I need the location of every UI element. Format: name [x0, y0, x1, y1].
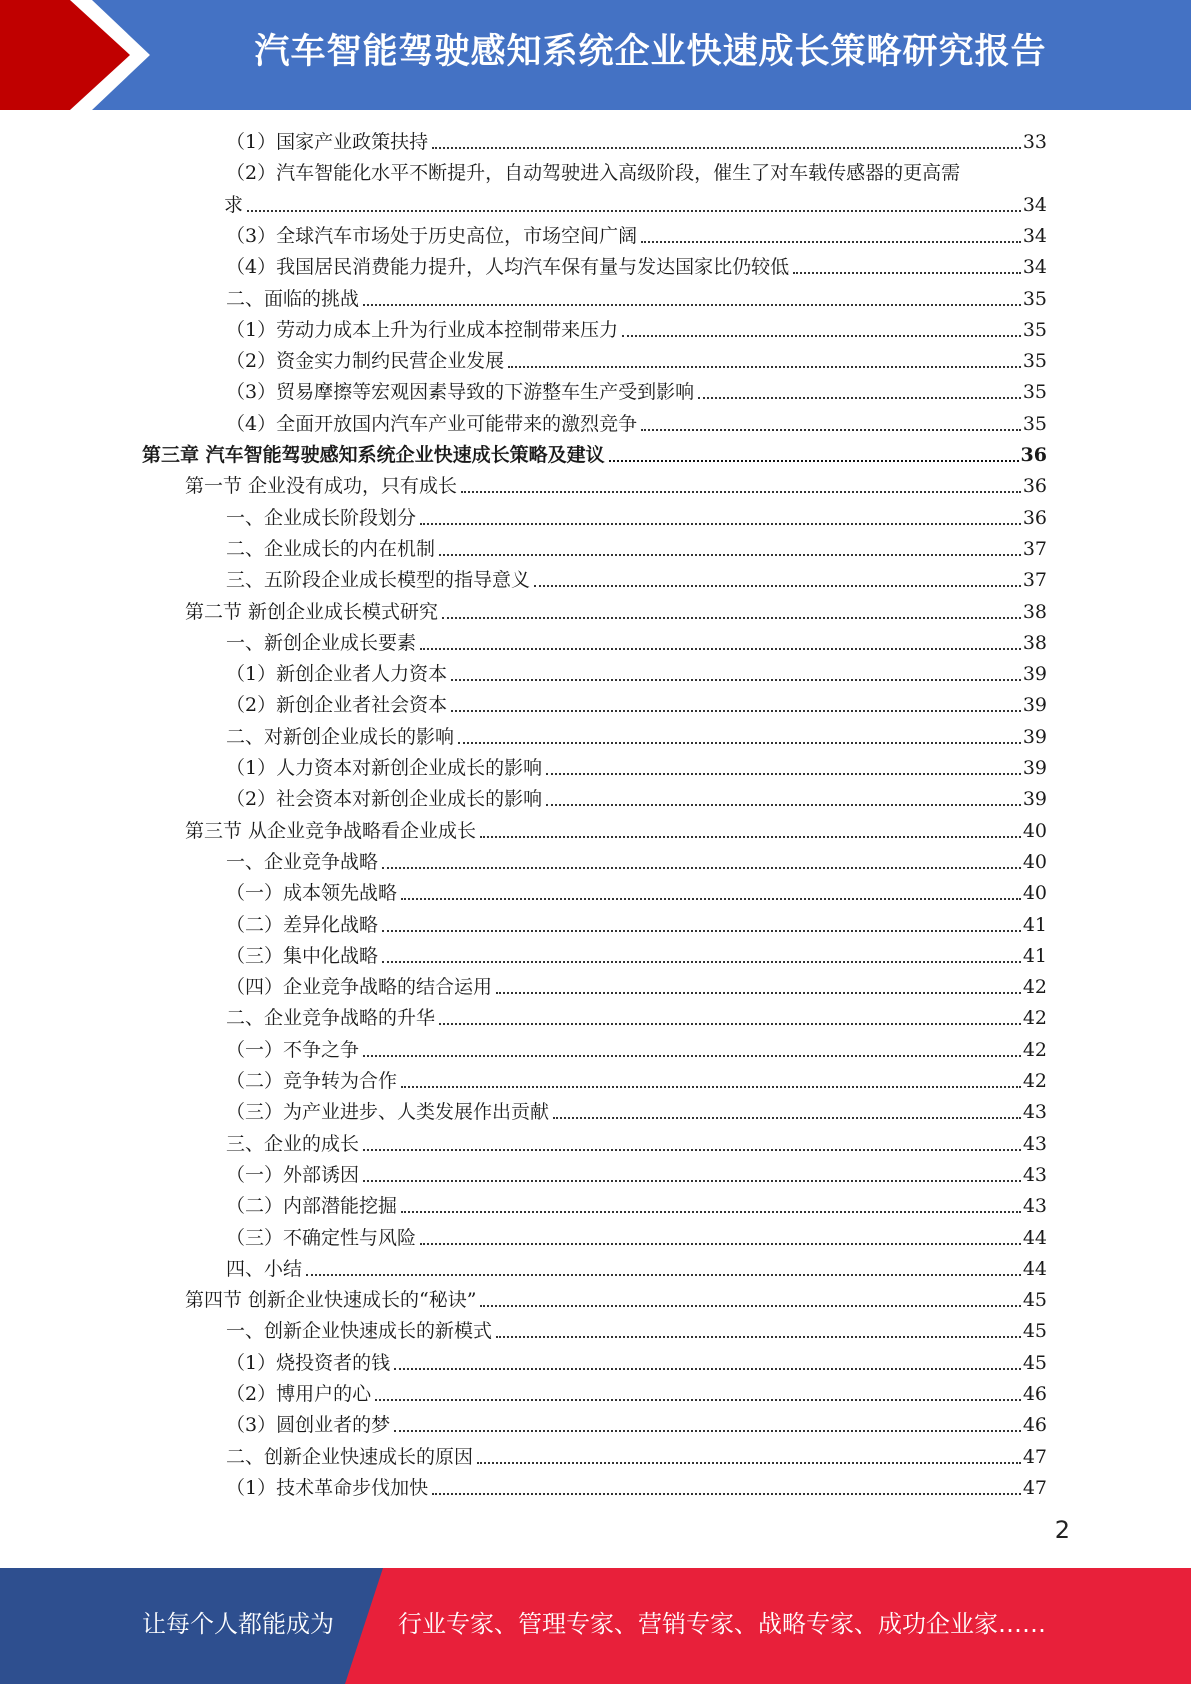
toc-page-number: 41: [1022, 944, 1047, 967]
toc-leader-dots: [394, 1430, 1021, 1432]
toc-page-number: 45: [1022, 1320, 1047, 1343]
toc-entry-text: （2）汽车智能化水平不断提升，自动驾驶进入高级阶段，催生了对车载传感器的更高需: [226, 162, 961, 185]
toc-page-number: 39: [1022, 788, 1047, 811]
toc-entry[interactable]: [0, 1254, 1191, 1285]
toc-page-number: 42: [1022, 976, 1047, 999]
toc-entry-text: （1）新创企业者人力资本: [226, 659, 449, 690]
toc-entry[interactable]: [0, 878, 1191, 909]
toc-entry-text: （1）技术革命步伐加快: [226, 1473, 430, 1504]
toc-page-number: 39: [1022, 725, 1047, 748]
toc-entry-text: （3）圆创业者的梦: [226, 1410, 392, 1441]
toc-entry[interactable]: [0, 503, 1191, 534]
toc-entry-text: （3）贸易摩擦等宏观因素导致的下游整车生产受到影响: [226, 377, 696, 408]
toc-entry[interactable]: [0, 565, 1191, 596]
toc-entry[interactable]: [0, 1442, 1191, 1473]
toc-entry-text: （二）竞争转为合作: [226, 1066, 399, 1097]
toc-entry-text: （2）新创企业者社会资本: [226, 690, 449, 721]
toc-page-number: 40: [1022, 850, 1047, 873]
toc-page-number: 37: [1022, 569, 1047, 592]
page-footer: [0, 1568, 1191, 1684]
report-title: 汽车智能驾驶感知系统企业快速成长策略研究报告: [254, 32, 1047, 72]
toc-entry[interactable]: [0, 346, 1191, 377]
toc-entry-text: 二、创新企业快速成长的原因: [226, 1442, 475, 1473]
toc-page-number: 35: [1022, 412, 1047, 435]
toc-entry[interactable]: [0, 127, 1191, 158]
toc-entry[interactable]: [0, 941, 1191, 972]
toc-page-number: 35: [1022, 381, 1047, 404]
toc-entry[interactable]: [0, 284, 1191, 315]
toc-leader-dots: [451, 710, 1021, 712]
toc-page-number: 45: [1022, 1289, 1047, 1312]
toc-entry-text: （一）外部诱因: [226, 1160, 361, 1191]
toc-entry-text: 第三章 汽车智能驾驶感知系统企业快速成长策略及建议: [142, 440, 607, 471]
toc-entry[interactable]: [0, 1097, 1191, 1128]
toc-page-number: 35: [1022, 287, 1047, 310]
toc-entry[interactable]: [0, 1129, 1191, 1160]
toc-leader-dots: [546, 773, 1021, 775]
toc-entry[interactable]: [0, 315, 1191, 346]
toc-entry-text: 三、五阶段企业成长模型的指导意义: [226, 565, 532, 596]
toc-entry[interactable]: [0, 1223, 1191, 1254]
toc-page-number: 37: [1022, 537, 1047, 560]
toc-entry[interactable]: [0, 252, 1191, 283]
toc-page-number: 45: [1022, 1351, 1047, 1374]
toc-entry-text: （二）差异化战略: [226, 910, 380, 941]
toc-entry-text: （一）不争之争: [226, 1035, 361, 1066]
toc-page-number: 35: [1022, 350, 1047, 373]
toc-entry-text: 第一节 企业没有成功，只有成长: [185, 471, 459, 502]
toc-entry-text: 第三节 从企业竞争战略看企业成长: [185, 816, 478, 847]
toc-page-number: 44: [1022, 1257, 1047, 1280]
toc-page-number: 40: [1022, 882, 1047, 905]
toc-entry[interactable]: [0, 440, 1191, 471]
toc-page-number: 43: [1022, 1101, 1047, 1124]
toc-page-number: 38: [1022, 631, 1047, 654]
toc-page-number: 33: [1022, 131, 1047, 153]
toc-entry-text: 四、小结: [226, 1254, 304, 1285]
toc-page-number: 41: [1022, 913, 1047, 936]
toc-entry[interactable]: [0, 158, 1191, 221]
toc-page-number: 36: [1022, 475, 1047, 498]
page-header: [0, 0, 1191, 110]
toc-leader-dots: [480, 836, 1021, 838]
toc-page-number: 42: [1022, 1007, 1047, 1030]
toc-leader-dots: [432, 1493, 1021, 1495]
toc-leader-dots: [793, 272, 1021, 274]
toc-entry[interactable]: [0, 1285, 1191, 1316]
toc-entry[interactable]: [0, 534, 1191, 565]
toc-entry-text: （4）全面开放国内汽车产业可能带来的激烈竞争: [226, 409, 639, 440]
toc-leader-dots: [420, 648, 1021, 650]
toc-entry-text: （三）不确定性与风险: [226, 1223, 418, 1254]
toc-leader-dots: [442, 617, 1021, 619]
footer-slogan-left: 让每个人都能成为: [142, 1610, 334, 1638]
toc-page-number: 43: [1022, 1195, 1047, 1218]
page-number: 2: [1054, 1516, 1070, 1544]
toc-leader-dots: [546, 804, 1021, 806]
toc-page-number: 43: [1022, 1132, 1047, 1155]
toc-entry-text: （3）全球汽车市场处于历史高位，市场空间广阔: [226, 221, 639, 252]
toc-entry[interactable]: [0, 659, 1191, 690]
toc-entry-text-continued: 求: [224, 190, 245, 221]
toc-page-number: 34: [1022, 224, 1047, 247]
toc-page-number: 36: [1022, 506, 1047, 529]
toc-page-number: 39: [1022, 757, 1047, 779]
toc-entry-text: （4）我国居民消费能力提升，人均汽车保有量与发达国家比仍较低: [226, 252, 791, 283]
toc-entry[interactable]: [0, 847, 1191, 878]
toc-leader-dots: [641, 241, 1021, 243]
toc-leader-dots: [496, 992, 1021, 994]
toc-leader-dots: [363, 1149, 1021, 1151]
toc-entry-text: 三、企业的成长: [226, 1129, 361, 1160]
toc-entry-text: 一、企业竞争战略: [226, 847, 380, 878]
toc-entry-text: 一、新创企业成长要素: [226, 628, 418, 659]
toc-page-number: 47: [1022, 1476, 1047, 1499]
toc-entry[interactable]: [0, 628, 1191, 659]
toc-entry[interactable]: [0, 1160, 1191, 1191]
toc-entry[interactable]: [0, 377, 1191, 408]
toc-entry-text: （二）内部潜能挖掘: [226, 1191, 399, 1222]
toc-page-number: 39: [1022, 663, 1047, 686]
toc-page-number: 39: [1022, 694, 1047, 717]
toc-leader-dots: [420, 1243, 1021, 1245]
toc-entry-text: 二、企业成长的内在机制: [226, 534, 437, 565]
toc-page-number: 34: [1022, 256, 1047, 279]
toc-leader-dots: [401, 898, 1021, 900]
toc-entry-text: 第四节 创新企业快速成长的“秘诀”: [185, 1285, 478, 1316]
toc-leader-dots: [382, 930, 1021, 932]
toc-entry[interactable]: [0, 1348, 1191, 1379]
toc-entry[interactable]: [0, 910, 1191, 941]
toc-leader-dots: [458, 742, 1021, 744]
toc-entry-text: （2）社会资本对新创企业成长的影响: [226, 784, 544, 815]
toc-page-number: 46: [1022, 1383, 1047, 1405]
toc-entry-text: （四）企业竞争战略的结合运用: [226, 972, 494, 1003]
toc-entry[interactable]: [0, 972, 1191, 1003]
toc-page-number: 43: [1022, 1163, 1047, 1186]
footer-slogan-right: 行业专家、管理专家、营销专家、战略专家、成功企业家……: [398, 1610, 1046, 1638]
toc-leader-dots: [698, 397, 1021, 399]
toc-entry-text: （三）为产业进步、人类发展作出贡献: [226, 1097, 551, 1128]
toc-leader-dots: [363, 304, 1021, 306]
toc-leader-dots: [508, 366, 1021, 368]
toc-page-number: 35: [1022, 318, 1047, 341]
toc-entry[interactable]: [0, 1066, 1191, 1097]
toc-entry-text: （一）成本领先战略: [226, 878, 399, 909]
toc-page-number: 36: [1020, 444, 1047, 466]
toc-leader-dots: [375, 1399, 1021, 1401]
toc-entry[interactable]: [0, 722, 1191, 753]
toc-entry-text: 二、对新创企业成长的影响: [226, 722, 456, 753]
toc-entry-text: （1）国家产业政策扶持: [226, 127, 430, 158]
toc-leader-dots: [641, 429, 1021, 431]
toc-entry-text: （1）劳动力成本上升为行业成本控制带来压力: [226, 315, 620, 346]
toc-leader-dots: [496, 1336, 1021, 1338]
toc-leader-dots: [394, 1368, 1021, 1370]
toc-leader-dots: [622, 335, 1021, 337]
toc-entry[interactable]: [0, 784, 1191, 815]
toc-entry[interactable]: [0, 1410, 1191, 1441]
toc-entry[interactable]: [0, 1473, 1191, 1504]
toc-page-number: 42: [1022, 1038, 1047, 1061]
toc-page-number: 44: [1022, 1226, 1047, 1249]
toc-leader-dots: [534, 585, 1021, 587]
toc-entry[interactable]: [0, 753, 1191, 784]
toc-entry[interactable]: [0, 1003, 1191, 1034]
toc-entry[interactable]: [0, 221, 1191, 252]
toc-entry[interactable]: [0, 1316, 1191, 1347]
toc-page-number: 40: [1022, 819, 1047, 842]
toc-leader-dots: [477, 1462, 1021, 1464]
toc-entry-text: （1）烧投资者的钱: [226, 1348, 392, 1379]
toc-leader-dots: [247, 210, 1021, 212]
toc-leader-dots: [420, 523, 1021, 525]
toc-leader-dots: [553, 1117, 1021, 1119]
toc-entry-text: 二、企业竞争战略的升华: [226, 1003, 437, 1034]
toc-entry[interactable]: [0, 409, 1191, 440]
toc-leader-dots: [363, 1055, 1021, 1057]
toc-leader-dots: [451, 679, 1021, 681]
toc-leader-dots: [306, 1274, 1021, 1276]
toc-page-number: 42: [1022, 1070, 1047, 1092]
toc-page-number: 47: [1022, 1445, 1047, 1468]
toc-entry[interactable]: [0, 471, 1191, 502]
toc-leader-dots: [439, 554, 1021, 556]
toc-leader-dots: [401, 1086, 1021, 1088]
toc-leader-dots: [401, 1211, 1021, 1213]
toc-leader-dots: [480, 1305, 1020, 1307]
toc-entry-text: 一、企业成长阶段划分: [226, 503, 418, 534]
toc-entry-text: 一、创新企业快速成长的新模式: [226, 1316, 494, 1347]
toc-entry[interactable]: [0, 1379, 1191, 1410]
toc-leader-dots: [382, 961, 1021, 963]
toc-leader-dots: [382, 867, 1021, 869]
toc-leader-dots: [609, 460, 1019, 462]
toc-entry-text: 第二节 新创企业成长模式研究: [185, 597, 440, 628]
toc-entry-text: （三）集中化战略: [226, 941, 380, 972]
toc-entry[interactable]: [0, 1191, 1191, 1222]
toc-entry-text: 二、面临的挑战: [226, 284, 361, 315]
toc-leader-dots: [439, 1023, 1021, 1025]
toc-entry[interactable]: [0, 1035, 1191, 1066]
toc-entry-text: （1）人力资本对新创企业成长的影响: [226, 753, 544, 784]
toc-leader-dots: [363, 1180, 1021, 1182]
toc-leader-dots: [432, 147, 1021, 149]
toc-entry[interactable]: [0, 816, 1191, 847]
toc-entry-text: （2）资金实力制约民营企业发展: [226, 346, 506, 377]
toc-entry-text: （2）博用户的心: [226, 1379, 373, 1410]
toc-page-number: 46: [1022, 1414, 1047, 1437]
toc-leader-dots: [461, 491, 1021, 493]
toc-page-number: 38: [1022, 600, 1047, 623]
toc-page-number: 34: [1022, 193, 1047, 216]
toc-entry[interactable]: [0, 597, 1191, 628]
toc-entry[interactable]: [0, 690, 1191, 721]
